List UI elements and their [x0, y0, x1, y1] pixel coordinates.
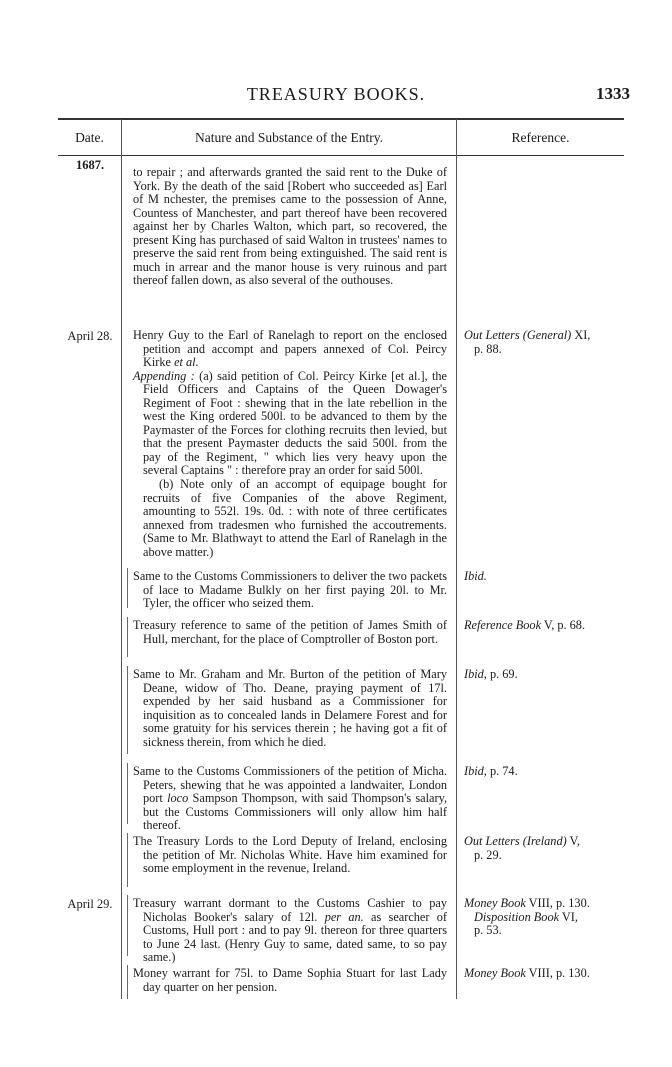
reference-title: Out Letters (General): [464, 328, 572, 342]
reference-title: Money Book: [464, 896, 526, 910]
entry-text-rest: Sampson Thompson, with said Thompson's salary, but the Customs Commissioners will only allow him half thereof.: [143, 791, 448, 833]
appending-label: Appending :: [133, 368, 195, 383]
reference-title: Ibid,: [464, 764, 487, 778]
appending-a: [133, 368, 447, 478]
top-rule: [58, 118, 624, 120]
entry-text-main: Same to the Customs Commissioners of the petition of Micha. Peters, shewing that he was appointed a landwaiter, London port: [133, 764, 447, 806]
reference-title: Reference Book: [464, 618, 542, 632]
reference-title: Ibid,: [464, 667, 487, 681]
entry-text: [133, 764, 448, 833]
continuation-paragraph: [133, 166, 447, 288]
entry-separator: [127, 833, 128, 887]
reference-page: p. 88.: [474, 341, 502, 356]
reference-page: p. 29.: [474, 847, 502, 862]
entry-reference: [464, 619, 626, 633]
reference-page: p. 53.: [474, 923, 502, 938]
entry-text: The Treasury Lords to the Lord Deputy of Ireland, enclosing the petition of Mr. Nicholas White. Have him examined for some employment in the revenue, Ireland.: [133, 834, 447, 876]
entry-text: Money warrant for 75l. to Dame Sophia Stuart for last Lady day quarter on her pension.: [133, 966, 447, 994]
reference-title-2: Disposition Book: [474, 909, 560, 924]
entry-reference: [464, 897, 626, 938]
entry-reference: [464, 835, 626, 862]
entry-6: [133, 897, 447, 965]
entry-2: [133, 619, 447, 646]
year-label: 1687.: [75, 158, 105, 172]
reference-title: Ibid.: [464, 569, 487, 583]
entry-3: [133, 668, 447, 749]
entry-text-rest: as searcher of Customs, Hull port : and to pay 9l. thereon for three quarters to June 24 last. (Henry Guy to same, dated same, to so pay same.): [143, 909, 448, 965]
reference-volume: p. 74.: [489, 764, 518, 778]
entry-text: [133, 328, 447, 370]
entry-reference: [464, 765, 626, 779]
reference-volume: V, p. 68.: [543, 618, 586, 632]
entry-text-main: Treasury warrant dormant to the Customs Cashier to pay Nicholas Booker's salary of 12l.: [133, 896, 447, 924]
column-header-reference: Reference.: [511, 130, 570, 145]
page-number: 1333: [596, 84, 630, 103]
entry-date: April 28.: [67, 329, 113, 343]
reference-second: [464, 911, 626, 925]
reference-volume: V,: [569, 834, 580, 848]
reference-volume-2: VI,: [561, 909, 578, 924]
column-header-date: Date.: [75, 130, 104, 145]
entry-separator: [127, 666, 128, 754]
entry-text-italic: loco: [167, 791, 189, 806]
entry-7: [133, 967, 447, 994]
entry-reference: [464, 668, 626, 682]
reference-volume: XI,: [574, 328, 591, 342]
entry-date: April 29.: [67, 897, 113, 911]
column-divider-date: [121, 119, 122, 999]
entry-reference: [464, 329, 626, 356]
column-divider-reference: [456, 119, 457, 999]
entry-5: [133, 835, 447, 876]
entry-text-italic: et al.: [174, 355, 199, 370]
entry-text-main: Henry Guy to the Earl of Ranelagh to report on the enclosed petition and accompt and papers annexed of Col. Peircy Kirke: [133, 328, 447, 370]
entry-0: [133, 329, 447, 559]
entry-text-italic: per an.: [324, 909, 364, 924]
entry-separator: [127, 763, 128, 824]
header-rule: [58, 155, 624, 156]
reference-volume: VIII, p. 130.: [528, 896, 590, 910]
entry-4: [133, 765, 447, 833]
entry-reference: [464, 570, 626, 584]
entry-text: [133, 896, 448, 965]
entry-separator: [127, 617, 128, 657]
entry-separator: [127, 965, 128, 999]
entry-separator: [127, 895, 128, 956]
column-header-nature: Nature and Substance of the Entry.: [194, 130, 384, 145]
appending-b: (b) Note only of an accompt of equipage bought for recruits of five Companies of the above Regiment, amounting to 552l. 19s. 0d. : with note of three certificates annexed from tradesmen who furnished the accoutrements. (Same to Mr. Blathwayt to attend the Earl of Ranelagh in the above matter.): [143, 477, 447, 559]
entry-text: Treasury reference to same of the petition of James Smith of Hull, merchant, for the place of Comptroller of Boston port.: [133, 618, 447, 646]
reference-volume: p. 69.: [489, 667, 518, 681]
entry-1: [133, 570, 447, 611]
appending-a-text: (a) said petition of Col. Peircy Kirke [et al.], the Field Officers and Captains of the Queen Dowager's Regiment of Foot : shewing that in the late rebellion in the west the King ordered 500l. to be advanced to them by the Paymaster of the Forces for clothing recruits then levied, but that the present Paymaster deducts the said 500l. from the pay of the Regiment, " which lies very heavy upon the several Captains " : therefore pray an order for said 500l.: [143, 368, 447, 478]
reference-title: Out Letters (Ireland): [464, 834, 567, 848]
entry-text: Same to Mr. Graham and Mr. Burton of the petition of Mary Deane, widow of Tho. Deane, praying payment of 17l. expended by her said husband as a Commissioner for inquisition as to concealed lands in Delamere Forest and for some gratuity for his services therein ; he having got a fit of sickness therein, from which he died.: [133, 667, 447, 749]
running-title: TREASURY BOOKS.: [246, 84, 426, 104]
reference-title: Money Book: [464, 966, 526, 980]
continuation-text: to repair ; and afterwards granted the said rent to the Duke of York. By the death of the said [Robert who succeeded as] Earl of M nchester, the premises came to the possession of Anne, Countess of Manchester, and part thereof have been recovered against her by Charles Walton, which part, so recovered, the present King has purchased of said Walton in trustees' names to preserve the said rent from being extinguished. The said rent is much in arrear and the manor house is very ruinous and part thereof fallen down, as also several of the outhouses.: [133, 165, 447, 288]
reference-volume: VIII, p. 130.: [528, 966, 590, 980]
entry-separator: [127, 568, 128, 608]
entry-text: Same to the Customs Commissioners to deliver the two packets of lace to Madame Bulkly on her first paying 20l. to Mr. Tyler, the officer who seized them.: [133, 569, 447, 611]
entry-reference: [464, 967, 626, 981]
